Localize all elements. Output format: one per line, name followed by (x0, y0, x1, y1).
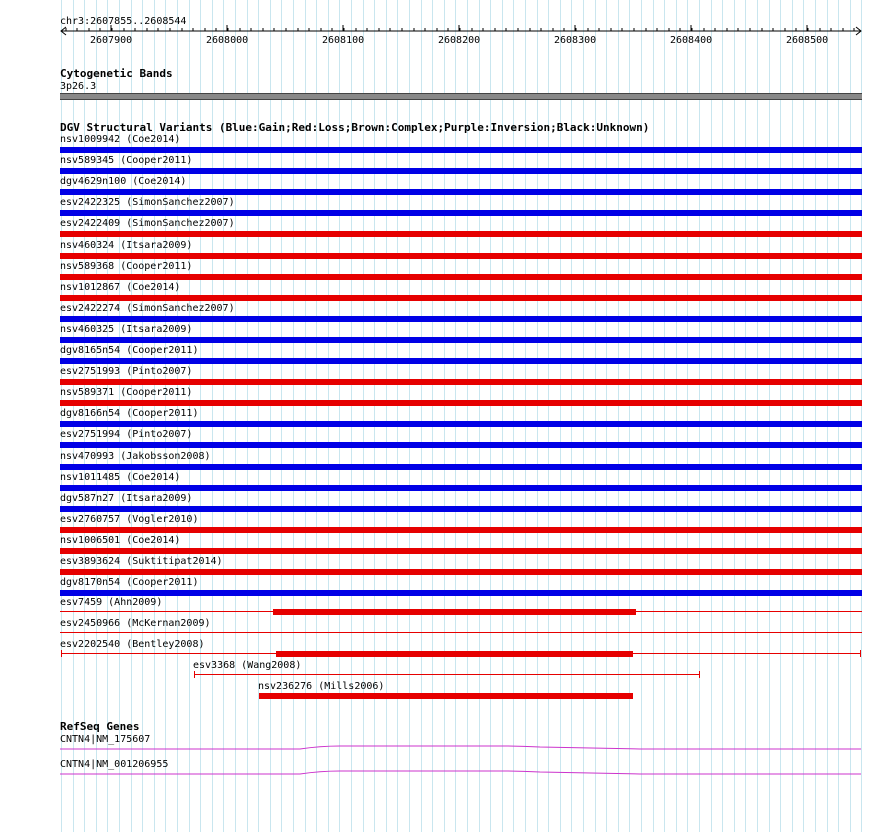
variant-label[interactable]: nsv1012867 (Coe2014) (60, 282, 181, 293)
grid-line (745, 0, 746, 832)
variant-bar[interactable] (60, 274, 862, 280)
grid-line (780, 0, 781, 832)
variant-label[interactable]: nsv1009942 (Coe2014) (60, 134, 181, 145)
gene-label[interactable]: CNTN4|NM_175607 (60, 734, 151, 745)
grid-line (734, 0, 735, 832)
ruler-region-label: chr3:2607855..2608544 (60, 16, 187, 27)
ruler-tick-label: 2607900 (90, 35, 133, 46)
variant-bar[interactable] (60, 442, 862, 448)
variant-label[interactable]: nsv460324 (Itsara2009) (60, 240, 193, 251)
variant-bar[interactable] (273, 609, 636, 615)
variant-extent-line[interactable] (60, 632, 862, 633)
variant-bar[interactable] (60, 210, 862, 216)
variant-label[interactable]: esv2450966 (McKernan2009) (60, 618, 211, 629)
ruler-tick-label: 2608300 (554, 35, 597, 46)
variant-bar[interactable] (60, 295, 862, 301)
variant-bar[interactable] (60, 485, 862, 491)
variant-bar[interactable] (276, 651, 633, 657)
variant-label[interactable]: esv3893624 (Suktitipat2014) (60, 556, 223, 567)
variant-bar[interactable] (60, 569, 862, 575)
cytoband-label[interactable]: 3p26.3 (60, 81, 97, 92)
variant-label[interactable]: nsv589368 (Cooper2011) (60, 261, 193, 272)
variant-label[interactable]: nsv589371 (Cooper2011) (60, 387, 193, 398)
variant-label[interactable]: esv2751994 (Pinto2007) (60, 429, 193, 440)
grid-line (792, 0, 793, 832)
variant-bar[interactable] (60, 358, 862, 364)
grid-line (850, 0, 851, 832)
ruler-tick-label: 2608200 (438, 35, 481, 46)
grid-line (722, 0, 723, 832)
variant-label[interactable]: nsv589345 (Cooper2011) (60, 155, 193, 166)
variant-bar[interactable] (60, 189, 862, 195)
variant-bar[interactable] (60, 168, 862, 174)
variant-end-cap (860, 650, 861, 657)
variant-label[interactable]: dgv8166n54 (Cooper2011) (60, 408, 199, 419)
variant-bar[interactable] (60, 253, 862, 259)
grid-line (769, 0, 770, 832)
variant-label[interactable]: dgv587n27 (Itsara2009) (60, 493, 193, 504)
variant-bar[interactable] (60, 316, 862, 322)
variant-bar[interactable] (60, 379, 862, 385)
dgv-track-title: DGV Structural Variants (Blue:Gain;Red:Loss;Brown:Complex;Purple:Inversion;Black:Unknown) (60, 121, 650, 134)
variant-label[interactable]: esv2422325 (SimonSanchez2007) (60, 197, 235, 208)
grid-line (803, 0, 804, 832)
variant-label[interactable]: nsv1011485 (Coe2014) (60, 472, 181, 483)
grid-line (757, 0, 758, 832)
variant-label[interactable]: esv3368 (Wang2008) (193, 660, 302, 671)
variant-bar[interactable] (60, 464, 862, 470)
ruler-tick-label: 2608000 (206, 35, 249, 46)
variant-label[interactable]: esv2751993 (Pinto2007) (60, 366, 193, 377)
grid-line (711, 0, 712, 832)
refseq-gene-lines (0, 740, 890, 780)
variant-bar[interactable] (60, 400, 862, 406)
variant-label[interactable]: dgv8170n54 (Cooper2011) (60, 577, 199, 588)
grid-line (664, 0, 665, 832)
variant-end-cap (61, 650, 62, 657)
gene-structure-line[interactable] (60, 771, 861, 774)
grid-line (827, 0, 828, 832)
variant-label[interactable]: nsv460325 (Itsara2009) (60, 324, 193, 335)
grid-line (815, 0, 816, 832)
variant-label[interactable]: esv7459 (Ahn2009) (60, 597, 163, 608)
variant-bar[interactable] (60, 506, 862, 512)
variant-label[interactable]: esv2422409 (SimonSanchez2007) (60, 218, 235, 229)
ruler-tick-label: 2608500 (786, 35, 829, 46)
ruler-tick-label: 2608400 (670, 35, 713, 46)
cytoband-bar[interactable] (60, 93, 862, 100)
variant-bar[interactable] (60, 337, 862, 343)
grid-line (861, 0, 862, 832)
variant-bar[interactable] (60, 527, 862, 533)
variant-extent-line[interactable] (194, 674, 699, 675)
variant-label[interactable]: nsv236276 (Mills2006) (258, 681, 385, 692)
grid-line (676, 0, 677, 832)
variant-bar[interactable] (259, 693, 633, 699)
grid-line (699, 0, 700, 832)
variant-bar[interactable] (60, 147, 862, 153)
grid-line (687, 0, 688, 832)
ruler-tick-label: 2608100 (322, 35, 365, 46)
variant-end-cap (699, 671, 700, 678)
grid-line (838, 0, 839, 832)
variant-bar[interactable] (60, 231, 862, 237)
refseq-track-title: RefSeq Genes (60, 720, 140, 733)
variant-label[interactable]: nsv1006501 (Coe2014) (60, 535, 181, 546)
variant-label[interactable]: dgv4629n100 (Coe2014) (60, 176, 187, 187)
variant-label[interactable]: dgv8165n54 (Cooper2011) (60, 345, 199, 356)
variant-bar[interactable] (60, 421, 862, 427)
cytoband-track-title: Cytogenetic Bands (60, 67, 173, 80)
gene-structure-line[interactable] (60, 746, 861, 749)
variant-label[interactable]: esv2760757 (Vogler2010) (60, 514, 199, 525)
variant-label[interactable]: esv2422274 (SimonSanchez2007) (60, 303, 235, 314)
variant-bar[interactable] (60, 590, 862, 596)
grid-line (653, 0, 654, 832)
variant-label[interactable]: nsv470993 (Jakobsson2008) (60, 451, 211, 462)
variant-bar[interactable] (60, 548, 862, 554)
variant-label[interactable]: esv2202540 (Bentley2008) (60, 639, 205, 650)
variant-end-cap (194, 671, 195, 678)
gene-label[interactable]: CNTN4|NM_001206955 (60, 759, 169, 770)
